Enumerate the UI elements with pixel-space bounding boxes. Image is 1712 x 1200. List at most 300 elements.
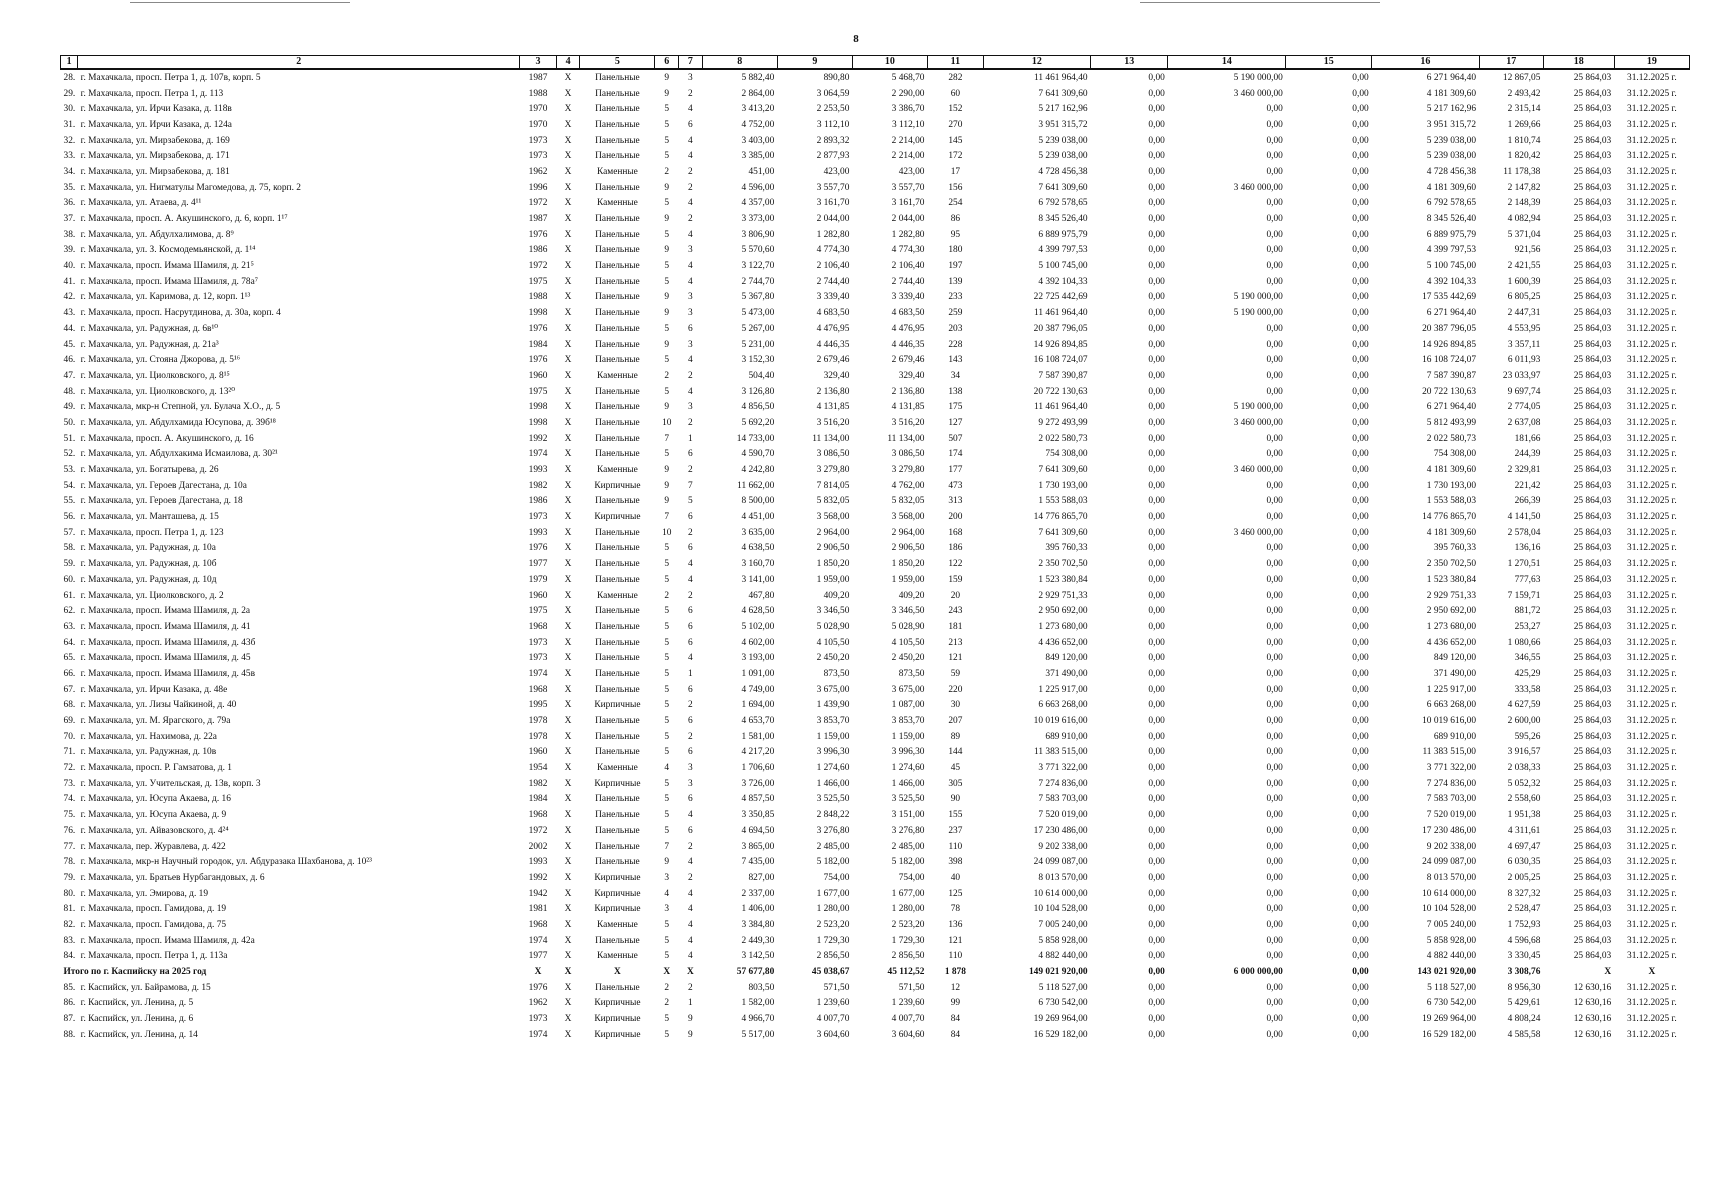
table-cell: 3	[688, 778, 693, 789]
table-cell: 1 225 917,00	[1426, 684, 1476, 695]
table-cell: 6	[688, 323, 693, 334]
table-cell: 17 535 442,69	[1422, 292, 1476, 303]
address-cell: г. Махачкала, мкр-н Степной, ул. Булача Х.О., д. 5	[80, 402, 281, 413]
table-cell: 25 864,03	[1573, 245, 1612, 256]
address-cell: г. Махачкала, ул. Радужная, д. 10б	[80, 559, 217, 570]
table-cell: 31.12.2025 г.	[1627, 465, 1677, 476]
table-cell: 2 449,30	[741, 935, 775, 946]
table-cell: 0,00	[1148, 465, 1165, 476]
table-cell: 11 134,00	[812, 433, 850, 444]
table-row	[61, 650, 1690, 666]
table-cell: Панельные	[595, 449, 640, 460]
table-cell: 2 005,25	[1507, 872, 1541, 883]
table-cell: 1960	[528, 370, 548, 381]
table-cell: 890,80	[823, 72, 850, 83]
table-cell: 0,00	[1148, 543, 1165, 554]
total-cell: 45 112,52	[887, 967, 925, 978]
table-cell: X	[564, 621, 572, 632]
table-cell: 2 950 692,00	[1426, 606, 1476, 617]
table-cell: Каменные	[596, 198, 638, 209]
table-cell: 2 315,14	[1507, 104, 1541, 115]
table-cell: 9 202 338,00	[1426, 841, 1476, 852]
table-cell: 5 052,32	[1507, 778, 1541, 789]
table-row	[61, 588, 1690, 604]
row-number: 68.	[63, 700, 76, 711]
column-header-12: 12	[983, 56, 1090, 70]
table-cell: 3	[688, 292, 693, 303]
table-cell: 3 460 000,00	[1233, 182, 1283, 193]
table-cell: 9	[664, 465, 670, 476]
row-number: 32.	[63, 135, 76, 146]
row-number: 62.	[63, 606, 76, 617]
table-cell: Панельные	[595, 496, 640, 507]
table-cell: 1 581,00	[741, 731, 775, 742]
table-cell: 1 694,00	[741, 700, 775, 711]
row-number: 28.	[63, 72, 76, 83]
table-cell: 0,00	[1352, 229, 1369, 240]
table-cell: Панельные	[595, 527, 640, 538]
table-cell: 0,00	[1352, 355, 1369, 366]
table-row	[61, 290, 1690, 306]
table-cell: 25 864,03	[1573, 72, 1612, 83]
table-cell: 3 339,40	[816, 292, 850, 303]
table-cell: 1 553 588,03	[1426, 496, 1476, 507]
table-cell: 1998	[528, 308, 548, 319]
table-cell: 31.12.2025 г.	[1627, 872, 1677, 883]
table-cell: 4	[688, 857, 693, 868]
column-header-6: 6	[655, 56, 679, 70]
table-cell: X	[564, 919, 572, 930]
table-cell: 25 864,03	[1573, 480, 1612, 491]
table-cell: 31.12.2025 г.	[1627, 778, 1677, 789]
table-cell: 4 105,50	[816, 637, 850, 648]
total-cell: X	[663, 967, 671, 978]
table-cell: Кирпичные	[594, 998, 641, 1009]
table-row	[61, 494, 1690, 510]
row-number: 74.	[63, 794, 76, 805]
table-cell: 25 864,03	[1573, 339, 1612, 350]
table-cell: 8 345 526,40	[1038, 214, 1088, 225]
table-cell: 6	[688, 684, 693, 695]
table-cell: 0,00	[1352, 527, 1369, 538]
table-cell: 0,00	[1148, 1029, 1165, 1040]
column-header-2: 2	[78, 56, 520, 70]
table-row	[61, 792, 1690, 808]
table-cell: 136,16	[1514, 543, 1541, 554]
address-cell: г. Махачкала, ул. Циолковского, д. 13²⁰	[80, 386, 235, 397]
table-cell: 5	[664, 606, 670, 617]
table-cell: 174	[948, 449, 963, 460]
table-cell: 4 882 440,00	[1426, 951, 1476, 962]
table-cell: 1 274,60	[891, 763, 925, 774]
table-cell: 2 950 692,00	[1038, 606, 1088, 617]
table-cell: 5 182,00	[816, 857, 850, 868]
row-number: 60.	[63, 574, 76, 585]
row-number: 33.	[63, 151, 76, 162]
table-cell: 4 697,47	[1507, 841, 1541, 852]
table-cell: 5	[664, 951, 670, 962]
table-cell: 0,00	[1148, 935, 1165, 946]
address-cell: г. Махачкала, просп. Имама Шамиля, д. 42а	[80, 935, 255, 946]
table-cell: 4 131,85	[891, 402, 925, 413]
table-cell: 0,00	[1148, 700, 1165, 711]
table-cell: 2 485,00	[891, 841, 925, 852]
table-row	[61, 807, 1690, 823]
row-number: 69.	[63, 716, 76, 727]
table-cell: 1968	[528, 919, 548, 930]
table-cell: 3 568,00	[816, 512, 850, 523]
table-cell: X	[564, 135, 572, 146]
table-cell: X	[564, 637, 572, 648]
table-cell: Панельные	[595, 276, 640, 287]
address-cell: г. Махачкала, ул. М. Ярагского, д. 79а	[80, 716, 231, 727]
table-cell: 0,00	[1266, 276, 1283, 287]
table-cell: 197	[948, 261, 963, 272]
table-cell: 0,00	[1148, 339, 1165, 350]
table-cell: 25 864,03	[1573, 919, 1612, 930]
table-cell: 4 446,35	[816, 339, 850, 350]
table-cell: 31.12.2025 г.	[1627, 574, 1677, 585]
table-cell: 4 181 309,60	[1426, 527, 1476, 538]
table-cell: Панельные	[595, 72, 640, 83]
table-cell: 20 387 796,05	[1033, 323, 1088, 334]
table-cell: 0,00	[1352, 198, 1369, 209]
address-cell: г. Махачкала, ул. Циолковского, д. 2	[80, 590, 224, 601]
table-cell: 31.12.2025 г.	[1627, 433, 1677, 444]
table-cell: 25 864,03	[1573, 747, 1612, 758]
table-cell: 6	[688, 747, 693, 758]
table-cell: 2 038,33	[1507, 763, 1541, 774]
row-number: 59.	[63, 559, 76, 570]
table-cell: 3 413,20	[741, 104, 775, 115]
table-cell: 1 239,60	[891, 998, 925, 1009]
table-cell: 0,00	[1352, 135, 1369, 146]
table-cell: 0,00	[1148, 747, 1165, 758]
register-table	[60, 55, 1690, 1043]
table-cell: 1 282,80	[816, 229, 850, 240]
table-cell: 5 231,00	[741, 339, 775, 350]
address-cell: г. Махачкала, ул. Юсупа Акаева, д. 16	[80, 794, 231, 805]
table-cell: Панельные	[595, 245, 640, 256]
address-cell: г. Махачкала, просп. Имама Шамиля, д. 45в	[80, 668, 256, 679]
table-cell: 0,00	[1148, 794, 1165, 805]
table-cell: 1	[688, 998, 693, 1009]
table-cell: 5 468,70	[891, 72, 925, 83]
table-row	[61, 949, 1690, 965]
table-cell: 6 663 268,00	[1426, 700, 1476, 711]
table-cell: 1973	[528, 151, 548, 162]
column-header-10: 10	[852, 56, 927, 70]
table-cell: 0,00	[1266, 747, 1283, 758]
address-cell: г. Махачкала, пер. Журавлева, д. 422	[80, 841, 226, 852]
table-cell: 1998	[528, 417, 548, 428]
table-row	[61, 760, 1690, 776]
table-cell: 0,00	[1352, 888, 1369, 899]
table-row	[61, 447, 1690, 463]
table-cell: 6	[688, 716, 693, 727]
table-cell: 2 744,40	[891, 276, 925, 287]
table-cell: 31.12.2025 г.	[1627, 841, 1677, 852]
table-cell: 10 104 528,00	[1422, 904, 1476, 915]
table-cell: 25 864,03	[1573, 825, 1612, 836]
table-cell: 1974	[528, 1029, 548, 1040]
table-cell: 31.12.2025 г.	[1627, 543, 1677, 554]
row-number: 70.	[63, 731, 76, 742]
table-cell: X	[564, 245, 572, 256]
table-cell: 25 864,03	[1573, 386, 1612, 397]
row-number: 65.	[63, 653, 76, 664]
table-cell: 4	[688, 276, 693, 287]
table-cell: 346,55	[1514, 653, 1541, 664]
table-cell: 1 273 680,00	[1038, 621, 1088, 632]
table-row	[61, 321, 1690, 337]
table-cell: 1972	[528, 198, 548, 209]
table-cell: 849 120,00	[1433, 653, 1476, 664]
table-cell: 10 614 000,00	[1033, 888, 1088, 899]
table-cell: 0,00	[1148, 1014, 1165, 1025]
table-cell: 0,00	[1352, 261, 1369, 272]
table-cell: 0,00	[1266, 245, 1283, 256]
table-cell: 0,00	[1352, 72, 1369, 83]
table-cell: 0,00	[1266, 904, 1283, 915]
table-cell: 159	[948, 574, 963, 585]
table-cell: 4	[688, 355, 693, 366]
table-cell: 0,00	[1266, 119, 1283, 130]
table-cell: 2 350 702,50	[1426, 559, 1476, 570]
address-cell: г. Махачкала, ул. Атаева, д. 4¹¹	[80, 198, 202, 209]
table-cell: X	[564, 292, 572, 303]
table-cell: 145	[948, 135, 963, 146]
table-cell: 25 864,03	[1573, 417, 1612, 428]
table-cell: 3 064,59	[816, 88, 850, 99]
table-cell: 16 529 182,00	[1033, 1029, 1088, 1040]
table-cell: 31.12.2025 г.	[1627, 182, 1677, 193]
table-cell: 25 864,03	[1573, 323, 1612, 334]
table-cell: 689 910,00	[1045, 731, 1088, 742]
table-cell: 31.12.2025 г.	[1627, 1014, 1677, 1025]
row-number: 37.	[63, 214, 76, 225]
table-cell: 23 033,97	[1502, 370, 1541, 381]
table-cell: 5	[664, 449, 670, 460]
row-number: 36.	[63, 198, 76, 209]
table-cell: Панельные	[595, 402, 640, 413]
table-cell: 6 889 975,79	[1038, 229, 1088, 240]
table-cell: 371 490,00	[1045, 668, 1088, 679]
table-cell: 0,00	[1266, 151, 1283, 162]
table-cell: 4 596,00	[741, 182, 775, 193]
table-cell: 3 142,50	[741, 951, 775, 962]
table-cell: 0,00	[1266, 935, 1283, 946]
table-cell: 5	[664, 276, 670, 287]
table-cell: 5	[664, 151, 670, 162]
table-cell: Панельные	[595, 982, 640, 993]
table-cell: 3 384,80	[741, 919, 775, 930]
table-cell: 25 864,03	[1573, 214, 1612, 225]
address-cell: г. Махачкала, просп. Петра 1, д. 107в, корп. 5	[80, 72, 261, 83]
table-cell: 0,00	[1266, 480, 1283, 491]
table-cell: 31.12.2025 г.	[1627, 104, 1677, 115]
table-cell: 11 178,38	[1503, 166, 1541, 177]
table-cell: 0,00	[1266, 229, 1283, 240]
table-cell: 3 373,00	[741, 214, 775, 225]
table-cell: X	[564, 355, 572, 366]
table-cell: 86	[950, 214, 961, 225]
table-cell: X	[564, 229, 572, 240]
table-cell: 6	[688, 119, 693, 130]
table-cell: 5	[664, 323, 670, 334]
table-cell: 6	[688, 637, 693, 648]
table-cell: 1974	[528, 449, 548, 460]
total-cell: 57 677,80	[736, 967, 775, 978]
table-cell: X	[564, 559, 572, 570]
column-header-14: 14	[1168, 56, 1286, 70]
address-cell: г. Каспийск, ул. Ленина, д. 5	[80, 998, 194, 1009]
table-cell: 25 864,03	[1573, 574, 1612, 585]
table-cell: 4 007,70	[816, 1014, 850, 1025]
table-cell: 0,00	[1148, 182, 1165, 193]
table-cell: 1 091,00	[741, 668, 775, 679]
table-row	[61, 462, 1690, 478]
table-cell: 1975	[528, 606, 548, 617]
table-row	[61, 133, 1690, 149]
table-row	[61, 713, 1690, 729]
table-cell: 371 490,00	[1433, 668, 1476, 679]
table-cell: 1979	[528, 574, 548, 585]
table-cell: 31.12.2025 г.	[1627, 339, 1677, 350]
table-cell: 31.12.2025 г.	[1627, 214, 1677, 225]
table-cell: 423,00	[898, 166, 925, 177]
table-cell: 7 583 703,00	[1038, 794, 1088, 805]
table-cell: 6 792 578,65	[1426, 198, 1476, 209]
table-cell: 3 346,50	[891, 606, 925, 617]
table-cell: Панельные	[595, 668, 640, 679]
table-cell: 9	[664, 182, 670, 193]
table-cell: 31.12.2025 г.	[1627, 606, 1677, 617]
table-cell: 0,00	[1148, 229, 1165, 240]
table-cell: 0,00	[1148, 951, 1165, 962]
address-cell: г. Махачкала, просп. Насрутдинова, д. 30а, корп. 4	[80, 308, 281, 319]
table-cell: 2	[688, 214, 693, 225]
table-cell: 1 523 380,84	[1038, 574, 1088, 585]
table-cell: 2 450,20	[816, 653, 850, 664]
table-cell: Панельные	[595, 104, 640, 115]
table-cell: 2 558,60	[1507, 794, 1541, 805]
table-cell: 873,50	[823, 668, 850, 679]
table-cell: X	[564, 653, 572, 664]
table-cell: 14 926 894,85	[1033, 339, 1088, 350]
table-cell: 0,00	[1148, 825, 1165, 836]
table-cell: 0,00	[1352, 825, 1369, 836]
total-cell: 3 308,76	[1507, 967, 1541, 978]
table-row	[61, 1027, 1690, 1043]
table-cell: 233	[948, 292, 963, 303]
row-number: 61.	[63, 590, 76, 601]
table-cell: 571,50	[823, 982, 850, 993]
table-cell: 0,00	[1148, 72, 1165, 83]
table-cell: 0,00	[1266, 606, 1283, 617]
address-cell: г. Махачкала, просп. Имама Шамиля, д. 45	[80, 653, 251, 664]
table-cell: 12	[950, 982, 961, 993]
table-cell: 213	[948, 637, 963, 648]
table-cell: 20	[950, 590, 961, 601]
table-cell: 31.12.2025 г.	[1627, 323, 1677, 334]
address-cell: г. Махачкала, просп. Гамидова, д. 75	[80, 919, 227, 930]
table-cell: 4	[688, 559, 693, 570]
table-cell: 1 159,00	[816, 731, 850, 742]
table-cell: 31.12.2025 г.	[1627, 998, 1677, 1009]
table-cell: 2 679,46	[891, 355, 925, 366]
table-cell: 3 675,00	[891, 684, 925, 695]
table-cell: X	[564, 857, 572, 868]
table-cell: 2	[664, 370, 670, 381]
row-number: 79.	[63, 872, 76, 883]
table-cell: 1968	[528, 810, 548, 821]
table-cell: 2	[688, 88, 693, 99]
table-cell: 25 864,03	[1573, 88, 1612, 99]
table-cell: 1976	[528, 355, 548, 366]
table-cell: 31.12.2025 г.	[1627, 417, 1677, 428]
table-cell: 11 383 515,00	[1034, 747, 1088, 758]
table-cell: 25 864,03	[1573, 527, 1612, 538]
table-cell: 31.12.2025 г.	[1627, 668, 1677, 679]
table-cell: X	[564, 151, 572, 162]
table-cell: 0,00	[1352, 731, 1369, 742]
column-header-15: 15	[1286, 56, 1372, 70]
table-cell: 0,00	[1148, 982, 1165, 993]
table-cell: X	[564, 543, 572, 554]
table-cell: 0,00	[1148, 778, 1165, 789]
table-cell: 7 641 309,60	[1038, 527, 1088, 538]
table-cell: 398	[948, 857, 963, 868]
table-cell: 6	[688, 512, 693, 523]
table-row	[61, 258, 1690, 274]
table-cell: 2 744,70	[741, 276, 775, 287]
table-cell: 31.12.2025 г.	[1627, 951, 1677, 962]
address-cell: г. Махачкала, просп. А. Акушинского, д. 16	[80, 433, 254, 444]
table-cell: Кирпичные	[594, 778, 641, 789]
address-cell: г. Махачкала, ул. Нигматулы Магомедова, д. 75, корп. 2	[80, 182, 301, 193]
address-cell: г. Махачкала, ул. Каримова, д. 12, корп. 1¹³	[80, 292, 251, 303]
table-cell: 2	[664, 166, 670, 177]
table-row	[61, 117, 1690, 133]
table-cell: 16 108 724,07	[1422, 355, 1476, 366]
table-row	[61, 572, 1690, 588]
table-cell: 25 864,03	[1573, 198, 1612, 209]
table-cell: 207	[948, 716, 963, 727]
table-cell: 0,00	[1148, 857, 1165, 868]
row-number: 49.	[63, 402, 76, 413]
table-cell: 3 346,50	[816, 606, 850, 617]
table-row	[61, 86, 1690, 102]
table-cell: Панельные	[595, 229, 640, 240]
table-cell: 4 774,30	[891, 245, 925, 256]
table-cell: 0,00	[1266, 763, 1283, 774]
table-cell: 1974	[528, 935, 548, 946]
table-cell: 5 832,05	[891, 496, 925, 507]
table-cell: 0,00	[1148, 872, 1165, 883]
table-cell: 31.12.2025 г.	[1627, 1029, 1677, 1040]
column-header-17: 17	[1479, 56, 1543, 70]
table-cell: 5	[664, 810, 670, 821]
table-cell: 0,00	[1148, 308, 1165, 319]
table-cell: X	[564, 323, 572, 334]
table-cell: 25 864,03	[1573, 166, 1612, 177]
table-cell: 1968	[528, 684, 548, 695]
table-cell: 1962	[528, 166, 548, 177]
table-cell: 84	[950, 1014, 961, 1025]
table-cell: 4 242,80	[741, 465, 775, 476]
table-cell: X	[564, 825, 572, 836]
